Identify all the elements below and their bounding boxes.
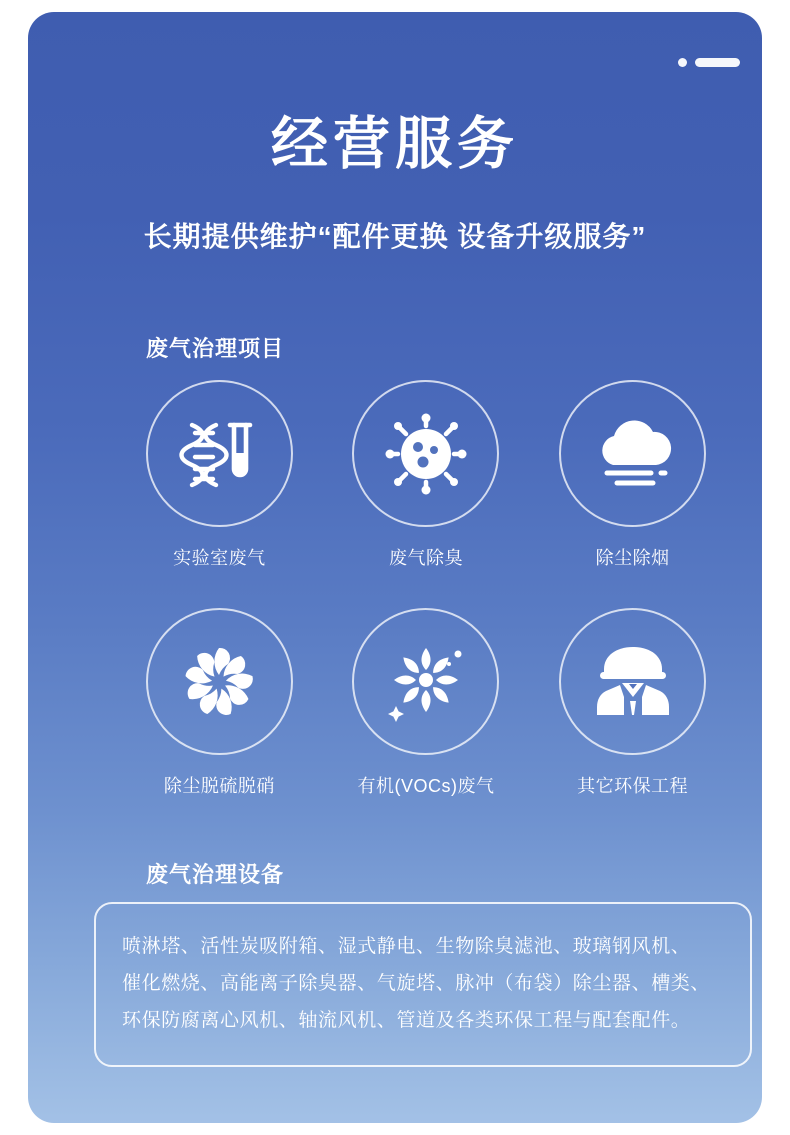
page-subtitle: 长期提供维护“配件更换 设备升级服务” <box>143 221 647 252</box>
dot-dash-mark-icon <box>678 58 740 67</box>
engineer-helmet-icon <box>590 639 676 725</box>
page-title: 经营服务 <box>271 112 519 176</box>
projects-heading: 废气治理项目 <box>146 336 285 361</box>
project-label: 有机(VOCs)废气 <box>357 776 495 796</box>
equipment-heading: 废气治理设备 <box>146 862 285 887</box>
smog-cloud-icon <box>587 415 679 493</box>
project-label: 实验室废气 <box>173 548 266 568</box>
project-item[interactable] <box>323 608 530 798</box>
equipment-line: 环保防腐离心风机、轴流风机、管道及各类环保工程与配套配件。 <box>122 1010 691 1032</box>
sparkle-burst-icon <box>380 636 472 728</box>
project-item[interactable] <box>529 380 736 570</box>
icon-circle <box>146 380 293 527</box>
virus-icon <box>382 410 470 498</box>
project-label: 除尘除烟 <box>595 548 670 568</box>
project-item[interactable] <box>116 608 323 798</box>
project-item[interactable] <box>116 380 323 570</box>
mark-dash <box>695 58 740 67</box>
fan-blades-icon <box>175 638 263 726</box>
icon-circle <box>352 608 499 755</box>
icon-circle <box>559 380 706 527</box>
project-label: 其它环保工程 <box>577 776 689 796</box>
mark-dot <box>678 58 687 67</box>
equipment-list-box <box>94 902 752 1067</box>
projects-grid <box>116 380 736 798</box>
equipment-line: 喷淋塔、活性炭吸附箱、湿式静电、生物除臭滤池、玻璃钢风机、 <box>122 936 691 957</box>
equipment-line: 催化燃烧、高能离子除臭器、气旋塔、脉冲（布袋）除尘器、槽类、 <box>122 973 711 995</box>
dna-test-tube-icon <box>176 411 262 497</box>
icon-circle <box>559 608 706 755</box>
project-item[interactable] <box>529 608 736 798</box>
project-label: 除尘脱硫脱硝 <box>163 776 275 796</box>
project-label: 废气除臭 <box>388 548 463 568</box>
icon-circle <box>146 608 293 755</box>
promo-card <box>28 12 762 1123</box>
project-item[interactable] <box>323 380 530 570</box>
icon-circle <box>352 380 499 527</box>
